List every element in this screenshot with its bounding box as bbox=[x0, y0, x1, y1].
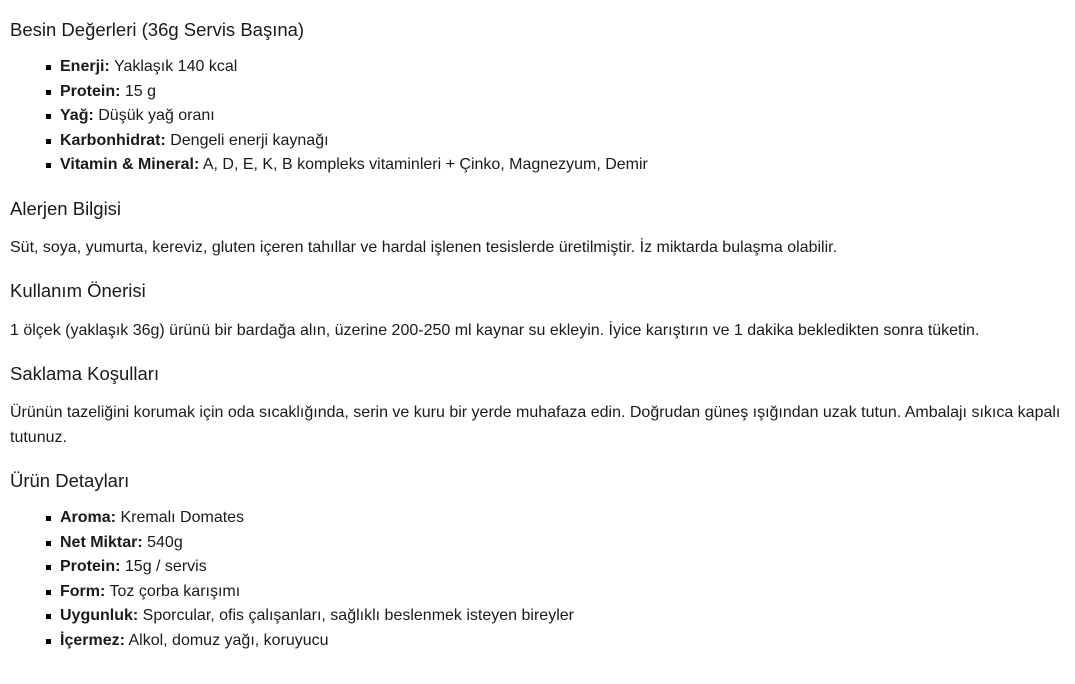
item-value: 15g / servis bbox=[120, 558, 207, 576]
section-paragraph: Ürünün tazeliğini korumak için oda sıcaklığında, serin ve kuru bir yerde muhafaza edin. Doğrudan güneş ışığından uzak tutun. Ambalajı sıkıca kapalı tutunuz. bbox=[10, 403, 1061, 446]
section-paragraph: Süt, soya, yumurta, kereviz, gluten içeren tahıllar ve hardal işlenen tesislerde üretilmiştir. İz miktarda bulaşma olabilir. bbox=[10, 239, 838, 257]
item-value: Sporcular, ofis çalışanları, sağlıklı beslenmek isteyen bireyler bbox=[138, 607, 574, 625]
item-value: 15 g bbox=[120, 82, 157, 100]
section-usage bbox=[10, 281, 1065, 342]
item-value: Yaklaşık 140 kcal bbox=[109, 58, 238, 76]
item-label: Uygunluk: bbox=[60, 607, 139, 625]
section-title: Besin Değerleri (36g Servis Başına) bbox=[10, 19, 305, 40]
list-item bbox=[60, 80, 1065, 105]
item-value: A, D, E, K, B kompleks vitaminleri + Çinko, Magnezyum, Demir bbox=[199, 156, 648, 174]
list-item bbox=[60, 531, 1065, 556]
item-value: 540g bbox=[142, 533, 183, 551]
list-item bbox=[60, 129, 1065, 154]
item-label: Yağ: bbox=[60, 107, 94, 125]
section-nutrition bbox=[10, 20, 1065, 178]
item-value: Toz çorba karışımı bbox=[105, 582, 241, 600]
section-title: Alerjen Bilgisi bbox=[10, 197, 122, 219]
item-value: Kremalı Domates bbox=[116, 509, 245, 527]
section-details bbox=[10, 471, 1065, 653]
nutrition-list bbox=[10, 55, 1065, 178]
item-label: Enerji: bbox=[60, 58, 110, 76]
item-value: Düşük yağ oranı bbox=[93, 107, 215, 125]
item-label: Karbonhidrat: bbox=[60, 131, 166, 149]
item-value: Alkol, domuz yağı, koruyucu bbox=[124, 631, 329, 649]
list-item bbox=[60, 629, 1065, 654]
item-label: Form: bbox=[60, 582, 106, 600]
item-label: Vitamin & Mineral: bbox=[60, 156, 200, 174]
item-value: Dengeli enerji kaynağı bbox=[165, 131, 329, 149]
section-title: Saklama Koşulları bbox=[10, 362, 160, 384]
section-storage bbox=[10, 364, 1065, 450]
list-item bbox=[60, 580, 1065, 605]
item-label: Net Miktar: bbox=[60, 533, 143, 551]
list-item bbox=[60, 506, 1065, 531]
list-item bbox=[60, 153, 1065, 178]
item-label: Protein: bbox=[60, 558, 121, 576]
item-label: Aroma: bbox=[60, 509, 117, 527]
list-item bbox=[60, 104, 1065, 129]
details-list bbox=[10, 506, 1065, 653]
section-title: Ürün Detayları bbox=[10, 469, 130, 491]
section-allergen bbox=[10, 199, 1065, 260]
item-label: İçermez: bbox=[60, 631, 125, 649]
list-item bbox=[60, 55, 1065, 80]
list-item bbox=[60, 555, 1065, 580]
section-title: Kullanım Önerisi bbox=[10, 280, 146, 302]
item-label: Protein: bbox=[60, 82, 121, 100]
section-paragraph: 1 ölçek (yaklaşık 36g) ürünü bir bardağa alın, üzerine 200-250 ml kaynar su ekleyin. İyice karıştırın ve 1 dakika bekledikten sonra tüketin. bbox=[10, 321, 980, 339]
